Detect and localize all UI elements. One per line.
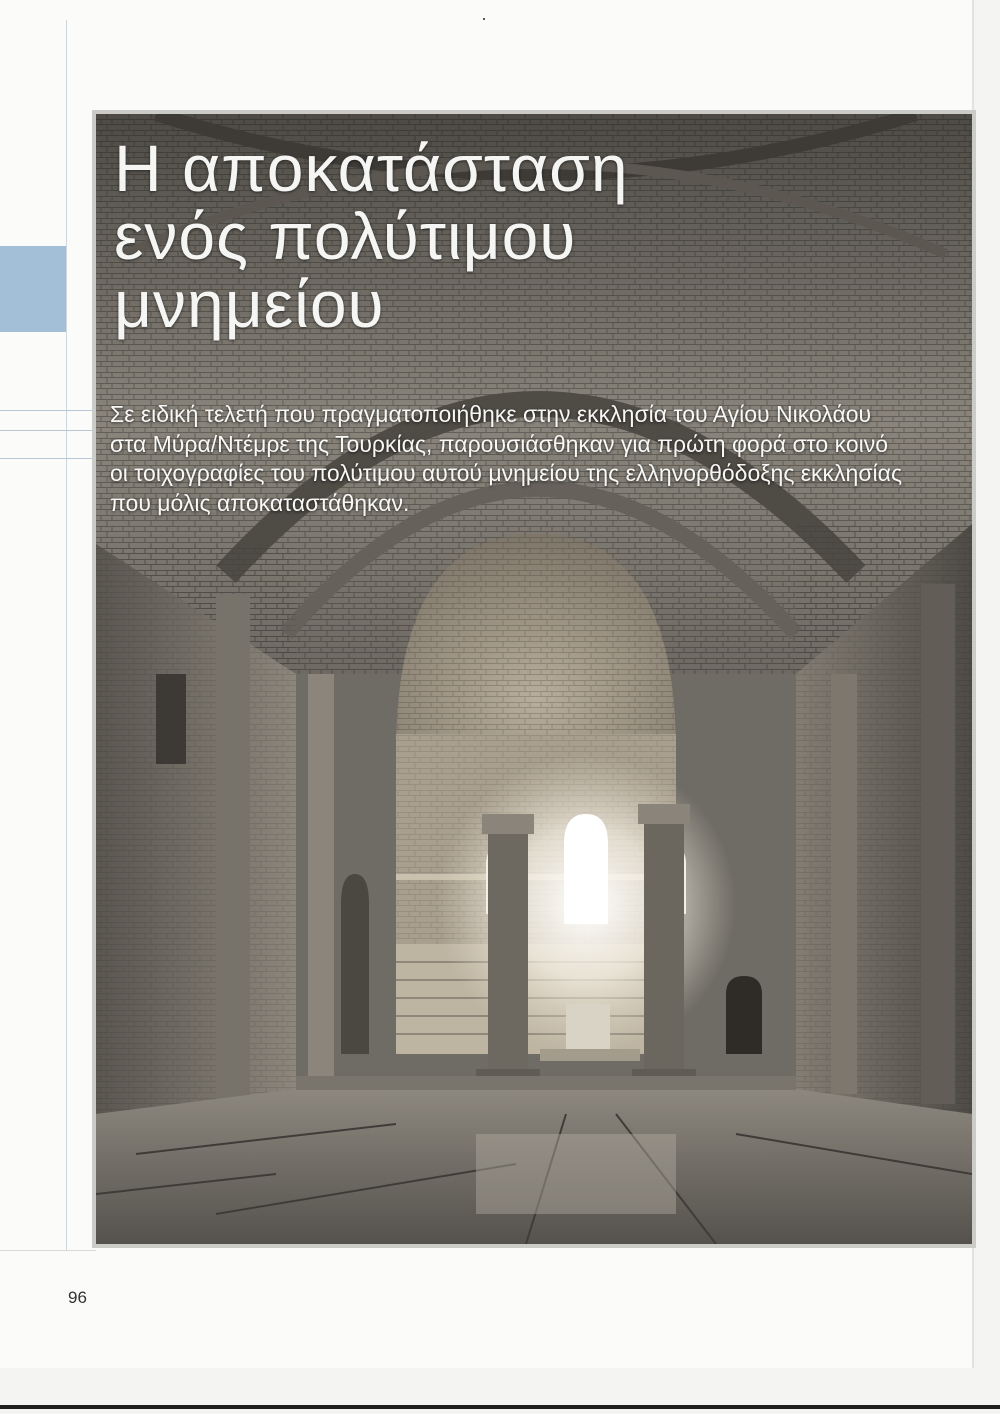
title-line: μνημείου	[114, 267, 385, 341]
bottom-hairline	[0, 1250, 96, 1251]
page-number: 96	[68, 1288, 87, 1307]
guide-line	[0, 458, 96, 459]
title-line: ενός πολύτιμου	[114, 199, 577, 273]
article-title	[114, 131, 629, 341]
scan-speck	[483, 18, 485, 20]
title-line: Η αποκατάσταση	[114, 131, 629, 205]
article-lede: Σε ειδική τελετή που πραγματοποιήθηκε στην εκκλησία του Αγίου Νικολάου στα Μύρα/Ντέμρε της Τουρκίας, παρουσιάσθηκαν για πρώτη φορά στο κοινό οι τοιχογραφίες του πολύτιμου αυτού μνημείου της ελληνορθόδοξης εκκλησίας που μόλις αποκαταστάθηκαν.	[110, 401, 903, 516]
section-color-tab	[0, 246, 66, 332]
guide-line	[0, 410, 96, 411]
church-interior-photo	[96, 114, 972, 1244]
margin-rule	[66, 20, 67, 1250]
bottom-rule	[0, 1405, 1000, 1409]
guide-line	[0, 430, 96, 431]
